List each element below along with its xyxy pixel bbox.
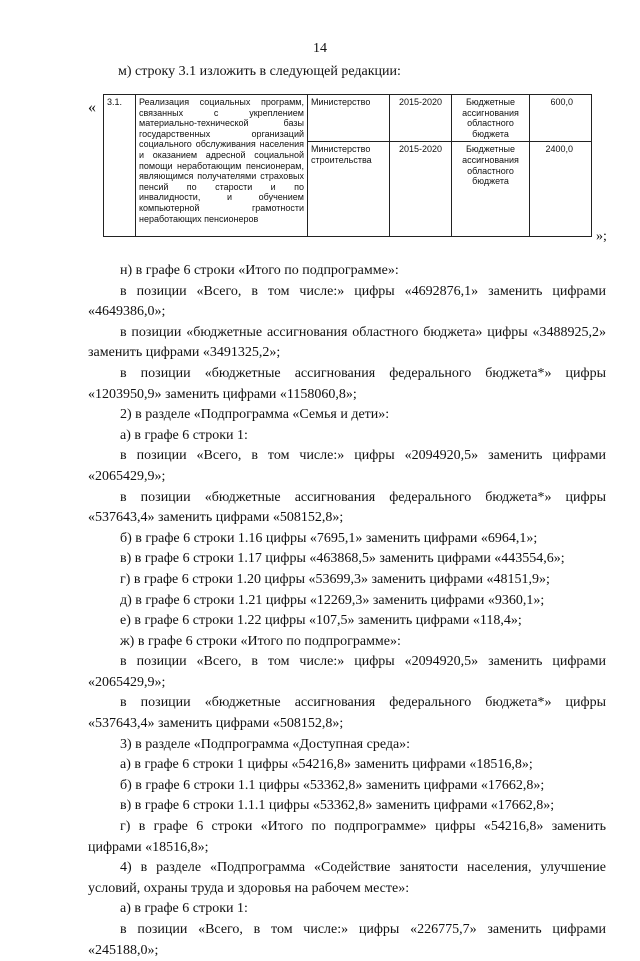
paragraph: в позиции «Всего, в том числе:» цифры «2094920,5» заменить цифрами «2065429,9»;	[88, 448, 606, 484]
paragraph: в позиции «бюджетные ассигнования федерального бюджета*» цифры «537643,4» заменить цифрами «508152,8»;	[88, 695, 606, 732]
row-number-cell: 3.1.	[104, 95, 136, 237]
paragraph: н) в графе 6 строки «Итого по подпрограмме»:	[120, 263, 399, 278]
paragraph: в позиции «бюджетные ассигнования областного бюджета» цифры «3488925,2» заменить цифрами «3491325,2»;	[88, 324, 606, 361]
paragraph: а) в графе 6 строки 1:	[120, 901, 248, 917]
funding-source-cell: Бюджетные ассигнования областного бюджета	[452, 142, 530, 237]
intro-line: м) строку 3.1 изложить в следующей редакции:	[118, 64, 401, 79]
period-cell: 2015-2020	[390, 142, 452, 237]
paragraph: г) в графе 6 строки 1.20 цифры «53699,3» заменить цифрами «48151,9»;	[120, 571, 550, 587]
opening-quote: «	[88, 99, 96, 116]
executor-cell: Министерство	[308, 95, 390, 142]
paragraph: в позиции «Всего, в том числе:» цифры «4692876,1» заменить цифрами «4649386,0»;	[88, 283, 606, 320]
period-cell: 2015-2020	[390, 95, 452, 142]
paragraph: 2) в разделе «Подпрограмма «Семья и дети»:	[120, 407, 390, 423]
funding-source-cell: Бюджетные ассигнования областного бюджета	[452, 95, 530, 142]
program-row-table	[103, 94, 592, 237]
paragraph: д) в графе 6 строки 1.21 цифры «12269,3» заменить цифрами «9360,1»;	[120, 592, 545, 608]
paragraph: а) в графе 6 строки 1:	[120, 427, 248, 443]
amount-cell: 600,0	[530, 95, 592, 142]
paragraph: в позиции «бюджетные ассигнования федерального бюджета*» цифры «1203950,9» заменить цифрами «1158060,8»;	[88, 365, 606, 402]
paragraph: 3) в разделе «Подпрограмма «Доступная среда»:	[120, 736, 411, 752]
closing-quote: »;	[596, 229, 607, 244]
amendment-text	[88, 261, 606, 961]
paragraph: ж) в графе 6 строки «Итого по подпрограмме»:	[120, 633, 401, 649]
row-description-cell: Реализация социальных программ, связанных с укреплением материально-технической базы государственных организаций социального обслуживания населения и оказанием адресной социальной помощи неработающим пенсионерам, являющимся получателями страховых пенсий по старости и по инвалидности, и обучением компьютерной грамотности неработающих пенсионеров	[136, 95, 308, 237]
paragraph: б) в графе 6 строки 1.16 цифры «7695,1» заменить цифрами «6964,1»;	[120, 530, 538, 546]
paragraph: б) в графе 6 строки 1.1 цифры «53362,8» заменить цифрами «17662,8»;	[120, 777, 545, 793]
paragraph: е) в графе 6 строки 1.22 цифры «107,5» заменить цифрами «118,4»;	[120, 613, 522, 629]
paragraph: в) в графе 6 строки 1.1.1 цифры «53362,8» заменить цифрами «17662,8»;	[120, 798, 555, 814]
amount-cell: 2400,0	[530, 142, 592, 237]
paragraph: в позиции «Всего, в том числе:» цифры «2094920,5» заменить цифрами «2065429,9»;	[88, 654, 606, 690]
paragraph: в позиции «бюджетные ассигнования федерального бюджета*» цифры «537643,4» заменить цифрами «508152,8»;	[88, 489, 606, 526]
paragraph: а) в графе 6 строки 1 цифры «54216,8» заменить цифрами «18516,8»;	[120, 757, 533, 773]
paragraph: в) в графе 6 строки 1.17 цифры «463868,5» заменить цифрами «443554,6»;	[120, 551, 565, 567]
paragraph: г) в графе 6 строки «Итого по подпрограмме» цифры «54216,8» заменить цифрами «18516,8»;	[88, 819, 606, 855]
page-number: 14	[313, 41, 327, 56]
paragraph: в позиции «Всего, в том числе:» цифры «226775,7» заменить цифрами «245188,0»;	[88, 922, 606, 958]
paragraph: 4) в разделе «Подпрограмма «Содействие занятости населения, улучшение условий, охраны труда и здоровья на рабочем месте»:	[88, 860, 606, 896]
table-row	[104, 95, 592, 142]
executor-cell: Министерство строительства	[308, 142, 390, 237]
